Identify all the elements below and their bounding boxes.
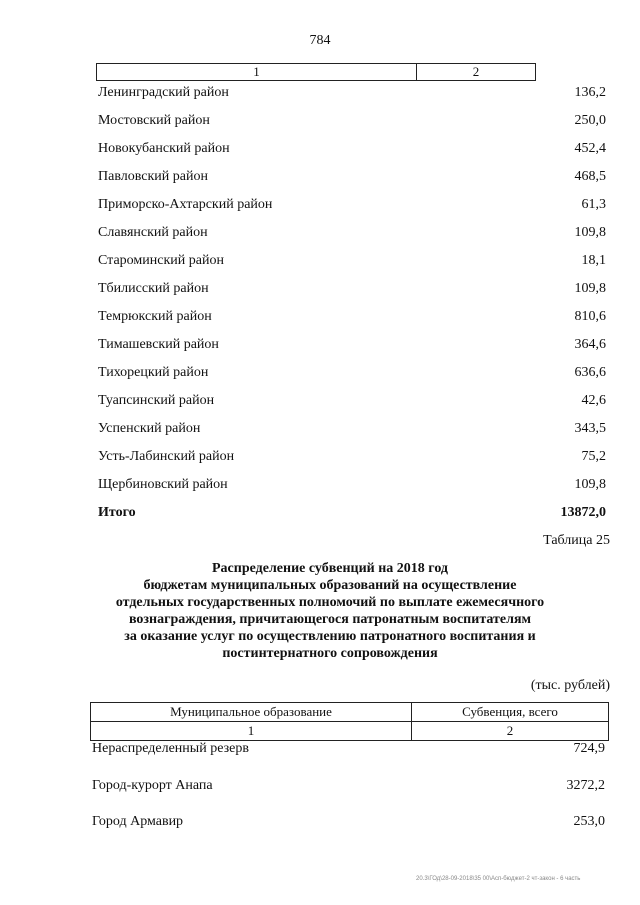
table-row: [98, 309, 606, 329]
row-name: Приморско-Ахтарский район: [98, 197, 273, 212]
table2-header: [90, 702, 609, 741]
row-name: Город Армавир: [92, 814, 184, 829]
table-row: [98, 281, 606, 301]
title-line: постинтернатного сопровождения: [222, 646, 438, 661]
table-row: [98, 337, 606, 357]
title-line: вознаграждения, причитающегося патронатным воспитателям: [128, 612, 532, 627]
title-line: бюджетам муниципальных образований на осуществление: [143, 578, 517, 593]
title-line: за оказание услуг по осуществлению патронатного воспитания и: [124, 629, 536, 644]
row-value: 250,0: [574, 113, 606, 128]
row-value: 636,6: [574, 365, 606, 380]
table-row: [98, 141, 606, 161]
row-name: Староминский район: [98, 253, 224, 268]
table-row: [98, 197, 606, 217]
row-value: 343,5: [574, 421, 606, 436]
total-row: [98, 505, 606, 525]
row-name: Мостовский район: [98, 113, 210, 128]
row-name: Город-курорт Анапа: [92, 778, 213, 793]
table-row: [98, 169, 606, 189]
row-value: 468,5: [574, 169, 606, 184]
units-label: (тыс. рублей): [530, 678, 610, 693]
row-name: Славянский район: [98, 225, 208, 240]
table-row: [98, 85, 606, 105]
table-row: [98, 365, 606, 385]
row-value: 3272,2: [566, 778, 605, 793]
row-name: Успенский район: [98, 421, 201, 436]
total-label: Итого: [98, 505, 136, 520]
table-row: [98, 393, 606, 413]
table-number-label: Таблица 25: [543, 533, 610, 548]
table-row: [98, 225, 606, 245]
table2-number-col1: 1: [91, 722, 412, 740]
table-row: [98, 449, 606, 469]
row-name: Тимашевский район: [98, 337, 219, 352]
row-value: 61,3: [581, 197, 606, 212]
table2-header-col2: Субвенция, всего: [462, 704, 558, 719]
row-value: 18,1: [581, 253, 606, 268]
row-name: Щербиновский район: [98, 477, 228, 492]
table2-number-col2: 2: [506, 723, 514, 738]
row-name: Новокубанский район: [98, 141, 230, 156]
table-row: [98, 421, 606, 441]
table1-header: [96, 63, 536, 81]
row-value: 109,8: [574, 477, 606, 492]
table-row: [98, 477, 606, 497]
row-value: 364,6: [574, 337, 606, 352]
row-name: Усть-Лабинский район: [98, 449, 235, 464]
page-number: 784: [309, 33, 331, 48]
row-value: 452,4: [574, 141, 606, 156]
row-value: 42,6: [581, 393, 606, 408]
row-name: Нераспределенный резерв: [92, 741, 249, 756]
row-name: Темрюкский район: [98, 309, 212, 324]
table-row: [92, 778, 605, 794]
table1-header-col1: 1: [97, 64, 417, 80]
row-name: Павловский район: [98, 169, 208, 184]
table-row: [92, 814, 605, 830]
table1-header-col2: 2: [472, 64, 480, 79]
table-row: [98, 113, 606, 133]
total-value: 13872,0: [560, 505, 606, 520]
row-value: 75,2: [581, 449, 606, 464]
row-value: 810,6: [574, 309, 606, 324]
row-name: Туапсинский район: [98, 393, 215, 408]
title-line: Распределение субвенций на 2018 год: [212, 561, 448, 576]
title-line: отдельных государственных полномочий по выплате ежемесячного: [115, 595, 545, 610]
row-value: 136,2: [574, 85, 606, 100]
row-name: Тбилисский район: [98, 281, 209, 296]
section-title: [100, 560, 560, 662]
row-value: 724,9: [573, 741, 605, 756]
row-value: 253,0: [573, 814, 605, 829]
table2-header-col1: Муниципальное образование: [91, 703, 412, 721]
row-value: 109,8: [574, 225, 606, 240]
row-value: 109,8: [574, 281, 606, 296]
footer-file-path: 20.3\ГОд\28-09-2018\35 00\Асп-бюджет-2 чт-закон - 6 часть: [416, 876, 581, 882]
row-name: Тихорецкий район: [98, 365, 209, 380]
row-name: Ленинградский район: [98, 85, 229, 100]
table-row: [92, 741, 605, 757]
table-row: [98, 253, 606, 273]
